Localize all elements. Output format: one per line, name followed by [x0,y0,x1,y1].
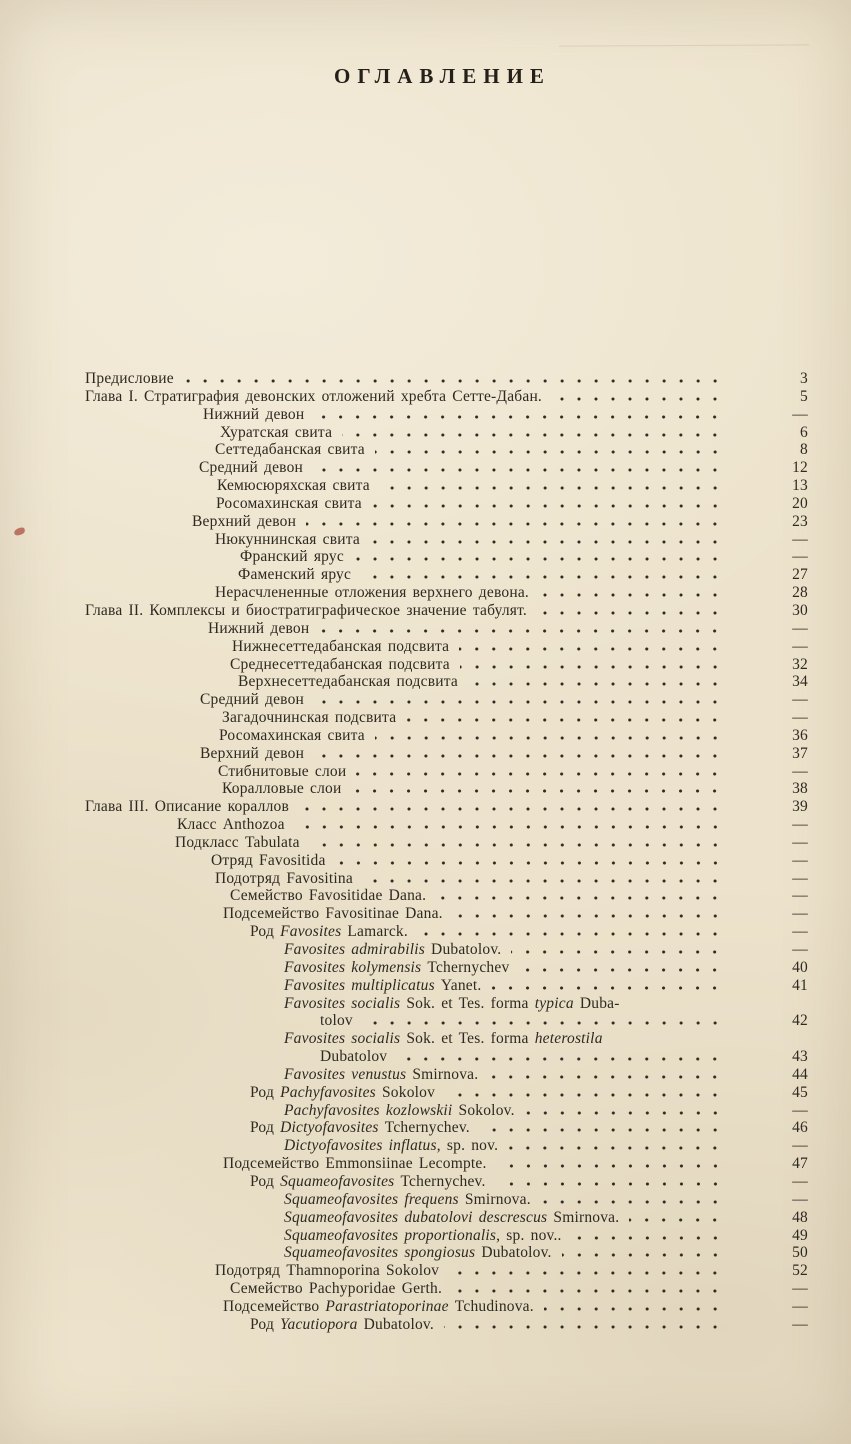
toc-entry-text: Верхний девон [200,744,305,762]
dots-leader [539,593,730,597]
page-number: 5 [800,387,808,405]
dots-leader [310,843,730,847]
page-number: 40 [792,958,808,976]
dots-leader [361,575,730,579]
toc-entry-text: Подсемейство Favositinae Dana. [223,905,443,923]
page-number: — [792,548,808,566]
dots-leader [314,754,730,758]
dots-leader [452,1289,730,1293]
page-number: — [792,869,808,887]
dots-leader [375,736,730,740]
dots-leader [295,825,730,829]
toc-entry-text: Favosites socialis Sok. et Tes. forma heterostila [284,1030,603,1048]
page-number: — [792,851,808,869]
dots-leader [444,1325,730,1329]
toc-entry-text: Среднесеттедабанская подсвита [230,655,450,673]
dots-leader [497,1164,730,1168]
toc-row [85,531,808,549]
dots-leader [488,1075,730,1079]
page-number: — [792,887,808,905]
toc-row [85,1084,808,1102]
toc-entry-text: Favosites multiplicatus Yanet. [284,976,482,994]
toc-row [85,406,808,424]
toc-entry-text: Dubatolov [320,1048,388,1066]
toc-entry-text: Род Pachyfavosites Sokolov [250,1083,436,1101]
toc-row [85,923,808,941]
toc-entry-text: Глава I. Стратиграфия девонских отложений хребта Сетте-Дабан. [85,387,543,405]
toc-entry-text: Favosites admirabilis Dubatolov. [284,941,502,958]
toc-row [85,709,808,727]
toc-row [85,1191,808,1209]
dots-leader [363,1021,730,1025]
dots-leader [313,468,730,472]
toc-row [85,441,808,459]
toc-row [85,959,808,977]
toc-entry-text: Squameofavosites dubatolovi descrescus Smirnova. [284,1208,620,1226]
toc-row [85,798,808,816]
page-number: 13 [792,477,808,495]
toc-entry-text: Класс Anthozoa [177,816,285,834]
page-number: — [792,691,808,709]
toc-row [85,816,808,834]
dots-leader [519,968,730,972]
toc-entry-text: Средний девон [199,459,304,477]
dots-leader [480,1128,730,1132]
toc-entry-text: Коралловые слои [222,780,342,798]
page-number: 36 [792,726,808,744]
page-number: — [792,1137,808,1155]
page-number: — [792,1101,808,1119]
page-number: 12 [792,459,808,477]
toc-entry-text: Нижний девон [203,405,305,423]
toc-row [85,1030,808,1048]
toc-entry-text: Хуратская свита [220,423,333,441]
toc-entry-text: Кемюсюряхская свита [217,477,370,495]
dots-leader [629,1218,730,1222]
page-number: 41 [792,976,808,994]
dots-leader [613,1039,730,1043]
toc-entry-text: Верхний девон [192,512,297,530]
toc-row [85,424,808,442]
toc-row [85,620,808,638]
page-number: 39 [792,798,808,816]
toc-row [85,727,808,745]
toc-entry-text: Отряд Favositida [211,851,326,869]
page-title: ОГЛАВЛЕНИЕ [334,64,551,88]
toc-row [85,584,808,602]
toc-row [85,459,808,477]
toc-entry-text: Сеттедабанская свита [215,441,365,459]
dots-leader [453,914,730,918]
page-number: 34 [792,673,808,691]
toc-entry-text: Нижний девон [208,619,310,637]
page-number: — [792,816,808,834]
dots-leader [406,718,730,722]
page-number: — [792,1297,808,1315]
dots-leader [460,665,730,669]
toc-row [85,1173,808,1191]
toc-row [85,1048,808,1066]
page-number: 44 [792,1065,808,1083]
toc-row [85,1227,808,1245]
toc-row [85,566,808,584]
dots-leader [537,611,730,615]
toc-entry-text: Фаменский ярус [238,566,352,584]
dots-leader [436,896,730,900]
dots-leader [184,379,730,383]
page-number: 6 [800,423,808,441]
page-number: — [792,709,808,727]
toc-row [85,995,808,1013]
page-number: 20 [792,494,808,512]
dots-leader [314,415,730,419]
toc-entry-text: Загадочнинская подсвита [222,709,397,727]
toc-row [85,1119,808,1137]
dots-leader [418,932,730,936]
toc-row [85,887,808,905]
toc-entry-text: Франский ярус [240,548,344,566]
toc-row [85,1244,808,1262]
toc-row [85,870,808,888]
toc-entry-text: Favosites socialis Sok. et Tes. forma typica Duba- [284,994,620,1012]
toc-row [85,602,808,620]
toc-list [0,370,851,1334]
toc-row [85,370,808,388]
page-number: 32 [792,655,808,673]
toc-entry-text: Нижнесеттедабанская подсвита [232,637,450,655]
toc-row [85,548,808,566]
page-number: — [792,923,808,941]
toc-entry-text: Стибнитовые слои [218,762,347,780]
dots-leader [354,557,730,561]
toc-row [85,388,808,406]
page-number: — [792,1315,808,1333]
toc-row [85,852,808,870]
page-number: 23 [792,512,808,530]
dots-leader [544,1307,730,1311]
toc-entry-text: Pachyfavosites kozlowskii Sokolov. [284,1101,515,1119]
toc-row [85,941,808,959]
dots-leader [372,504,730,508]
toc-row [85,1316,808,1334]
page-number: 3 [800,370,808,387]
dots-leader [299,807,730,811]
toc-entry-text: Семейство Pachyporidae Gerth. [230,1280,443,1298]
toc-entry-text: Род Squameofavosites Tchernychev. [250,1172,486,1190]
toc-row [85,1262,808,1280]
page-number: — [792,941,808,958]
dots-leader [363,879,730,883]
page-number: 46 [792,1119,808,1137]
dots-leader [541,1200,730,1204]
toc-entry-text: Глава II. Комплексы и биостратиграфическое значение табулят. [85,601,527,619]
toc-row [85,513,808,531]
toc-entry-text: Предисловие [85,370,174,387]
page-number: 49 [792,1226,808,1244]
toc-row [85,834,808,852]
toc-entry-text: Росомахинская свита [216,494,362,512]
page-number: 42 [792,1012,808,1030]
dots-leader [351,789,730,793]
toc-row [85,1298,808,1316]
toc-entry-text: Squameofavosites frequens Smirnova. [284,1190,531,1208]
dots-leader [375,450,730,454]
toc-row [85,1280,808,1298]
toc-entry-text: Подкласс Tabulata [175,833,300,851]
dots-leader [342,433,730,437]
toc-row [85,977,808,995]
dots-leader [630,1004,730,1008]
dots-leader [314,700,730,704]
dots-leader [306,522,730,526]
dots-leader [336,861,730,865]
toc-entry-text: Росомахинская свита [219,726,365,744]
dots-leader [459,647,730,651]
page-number: — [792,405,808,423]
dots-leader [468,682,730,686]
toc-row [85,638,808,656]
dots-leader [449,1271,730,1275]
toc-row [85,1155,808,1173]
page-number: 30 [792,601,808,619]
dots-leader [562,1253,730,1257]
page-number: 28 [792,584,808,602]
toc-row [85,780,808,798]
page-number: — [792,762,808,780]
toc-entry-text: Глава III. Описание кораллов [85,798,289,816]
page-number: 27 [792,566,808,584]
toc-row [85,1102,808,1120]
page-number: — [792,1190,808,1208]
toc-row [85,691,808,709]
toc-entry-text: Подотряд Thamnoporina Sokolov [215,1262,440,1280]
dots-leader [356,772,730,776]
toc-entry-text: Средний девон [200,691,305,709]
page-number: — [792,619,808,637]
page-number: — [792,530,808,548]
toc-row [85,905,808,923]
toc-entry-text: Favosites kolymensis Tchernychev [284,958,510,976]
toc-entry-text: Подсемейство Parastriatoporinae Tchudinova. [223,1297,534,1315]
page-number: — [792,637,808,655]
page-number: 37 [792,744,808,762]
page-number: 52 [792,1262,808,1280]
dots-leader [552,397,730,401]
page-number: — [792,905,808,923]
toc-row [85,495,808,513]
page-number: 43 [792,1048,808,1066]
dots-leader [380,486,730,490]
dots-leader [572,1236,730,1240]
page-number: 8 [800,441,808,459]
toc-entry-text: Нерасчлененные отложения верхнего девона. [215,584,529,602]
page-number: — [792,833,808,851]
dots-leader [370,540,730,544]
dots-leader [508,1146,730,1150]
page-number: 47 [792,1155,808,1173]
toc-entry-text: Нюкуннинская свита [215,530,361,548]
dots-leader [525,1111,730,1115]
dots-leader [491,986,730,990]
page-number: — [792,1172,808,1190]
page-number: 45 [792,1083,808,1101]
dots-leader [319,629,730,633]
toc-row [85,1209,808,1227]
toc-entry-text: Верхнесеттедабанская подсвита [238,673,458,691]
toc-row [85,1012,808,1030]
toc-entry-text: Род Dictyofavosites Tchernychev. [250,1119,470,1137]
page-number: 38 [792,780,808,798]
toc-row [85,673,808,691]
dots-leader [496,1182,730,1186]
toc-entry-text: Семейство Favositidae Dana. [230,887,427,905]
page-number: 50 [792,1244,808,1262]
toc-row [85,656,808,674]
dots-leader [445,1093,730,1097]
toc-entry-text: tolov [320,1012,353,1030]
toc-entry-text: Подотряд Favositina [215,869,353,887]
toc-row [85,1066,808,1084]
toc-row [85,1137,808,1155]
toc-entry-text: Squameofavosites spongiosus Dubatolov. [284,1244,552,1262]
toc-row [85,763,808,781]
toc-entry-text: Dictyofavosites inflatus, sp. nov. [284,1137,499,1155]
dots-leader [397,1057,730,1061]
toc-row [85,745,808,763]
page-number: 48 [792,1208,808,1226]
toc-entry-text: Род Yacutiopora Dubatolov. [250,1315,434,1333]
page-number: — [792,1280,808,1298]
dots-leader [511,950,730,954]
toc-entry-text: Favosites venustus Smirnova. [284,1065,479,1083]
toc-entry-text: Подсемейство Emmonsiinae Lecompte. [223,1155,487,1173]
toc-entry-text: Squameofavosites proportionalis, sp. nov.. [284,1226,562,1244]
toc-row [85,477,808,495]
toc-entry-text: Род Favosites Lamarck. [250,923,408,941]
